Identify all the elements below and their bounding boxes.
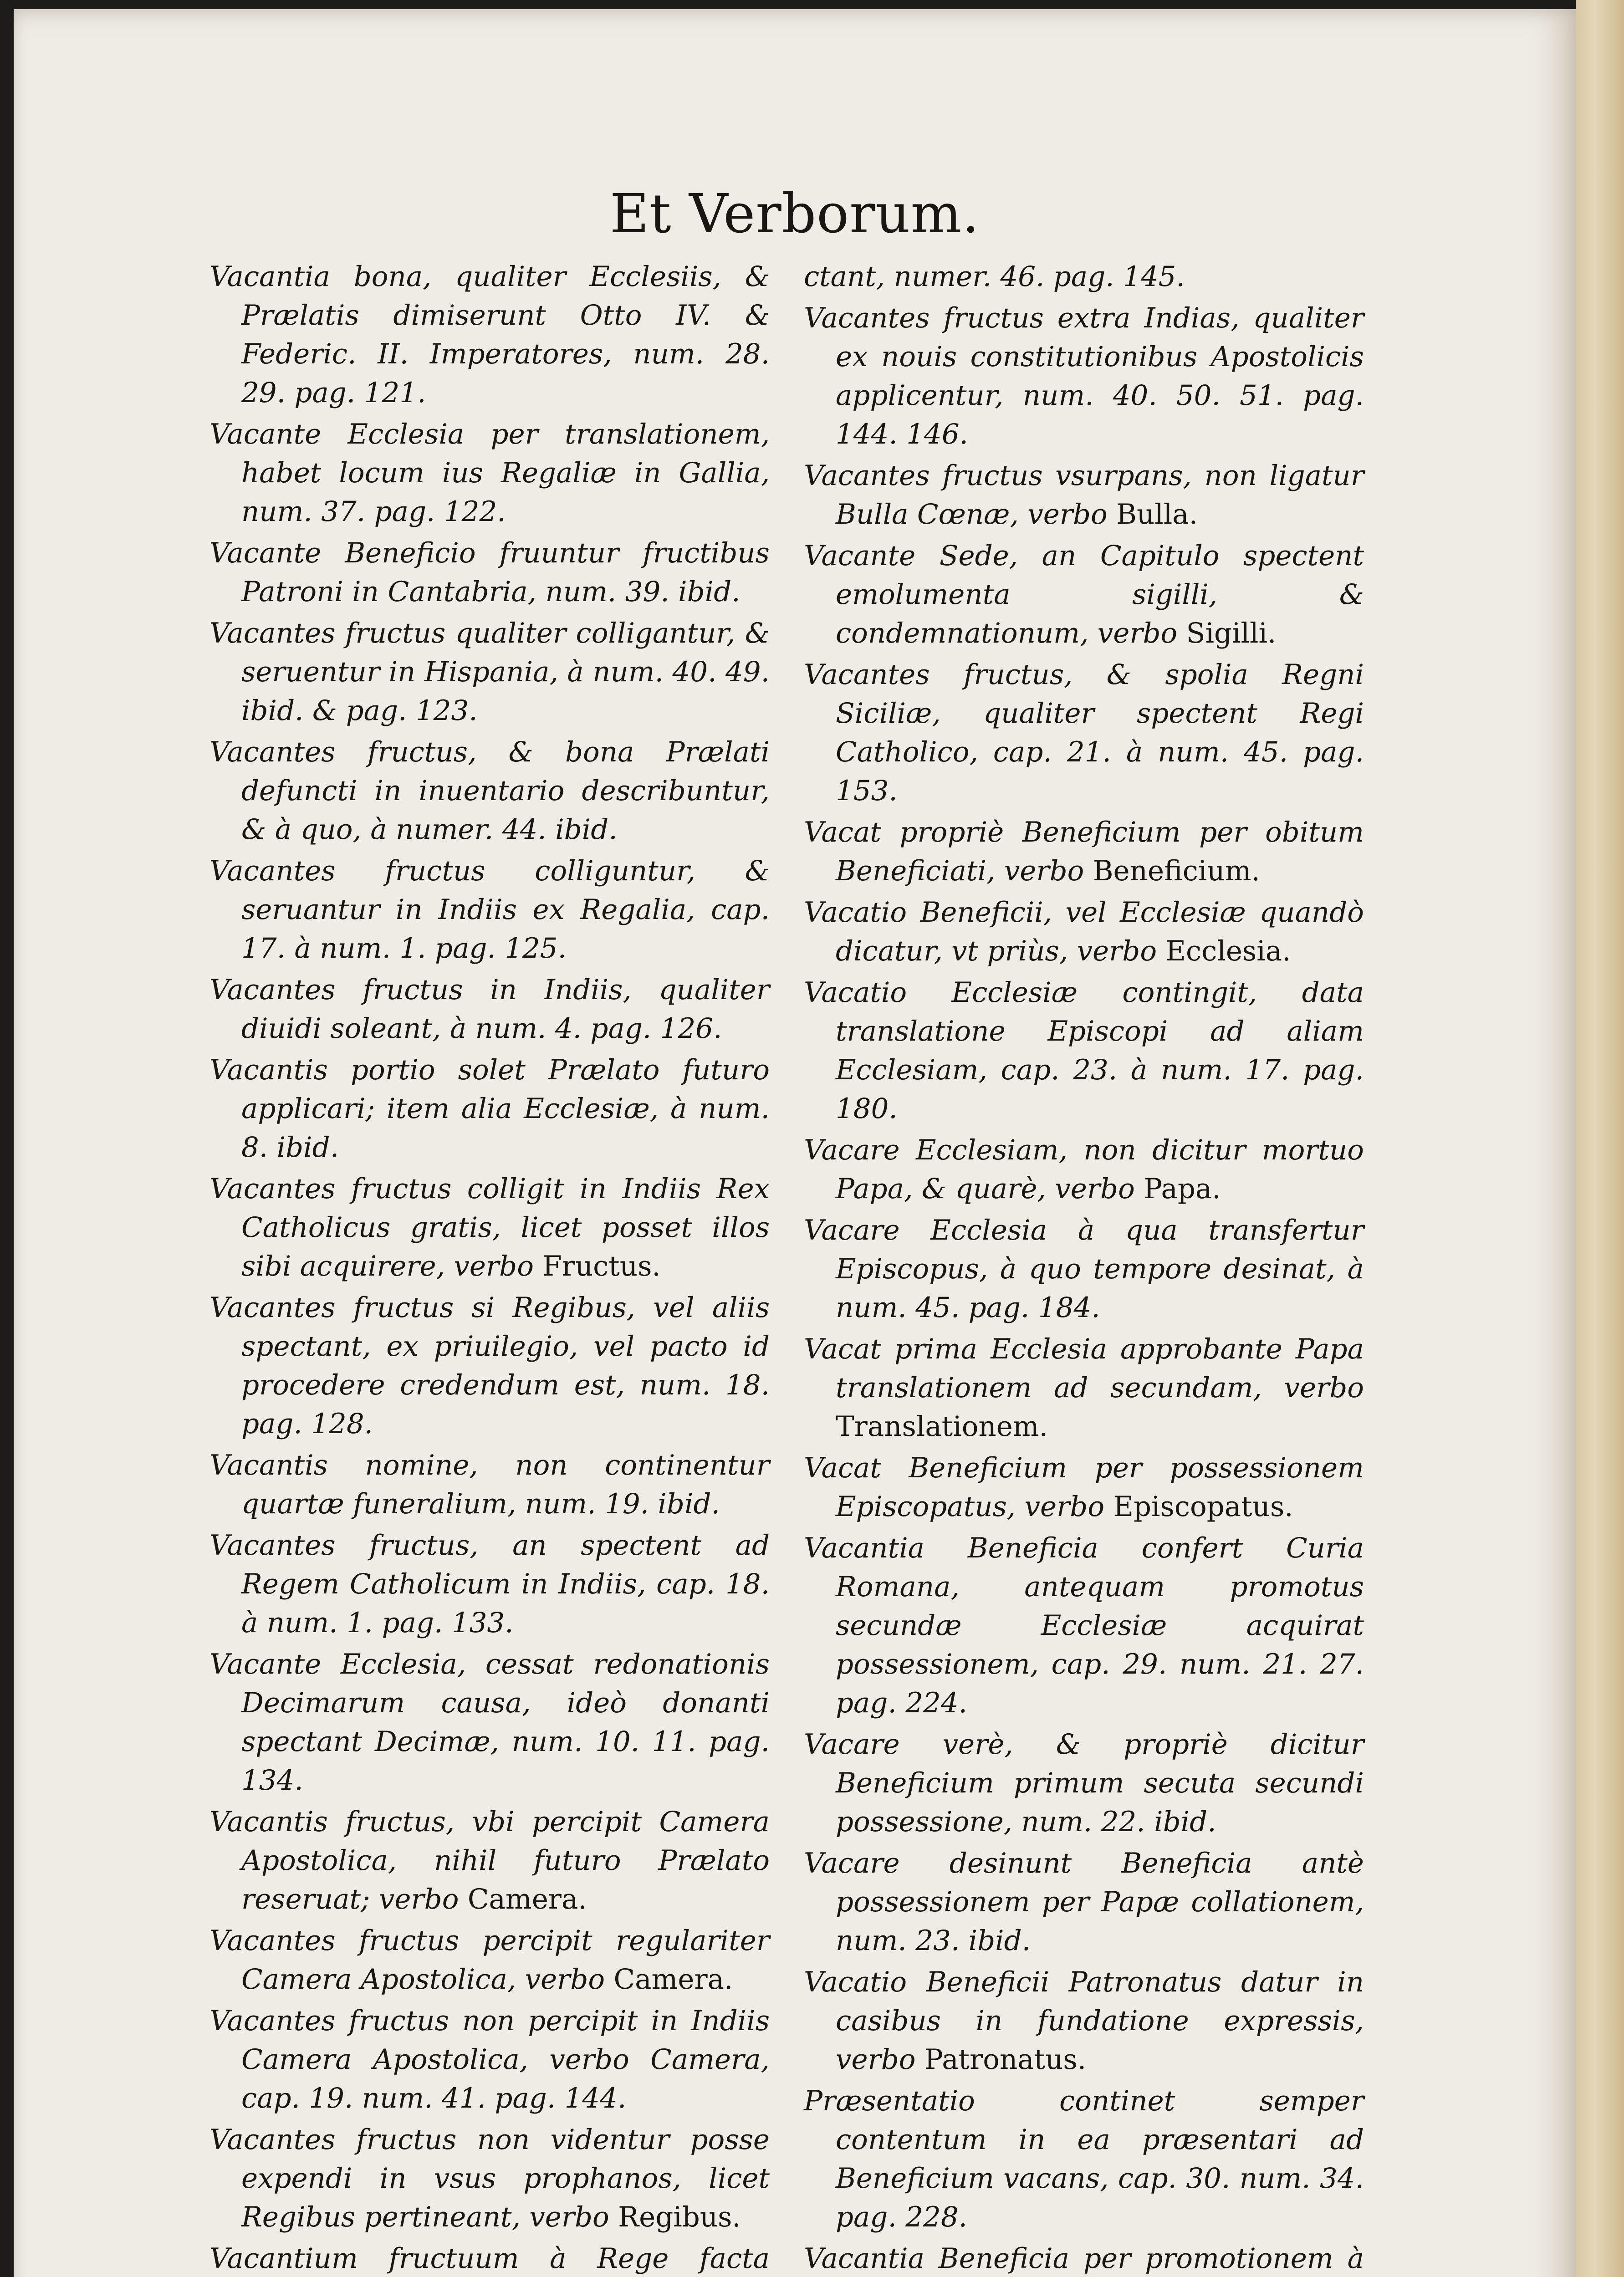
entry-text: Vacat Beneficium per possessionem Episcopatus, verbo <box>804 1452 1364 1523</box>
index-entry <box>209 415 770 531</box>
entry-text: Vacantes fructus, & bona Prælati defuncti in inuentario describuntur, & à quo, à numer. 44. ibid. <box>209 736 770 846</box>
cross-reference: Regibus. <box>618 2201 741 2233</box>
cross-reference: Fructus. <box>542 1250 661 1282</box>
cross-reference: Patronatus. <box>924 2043 1087 2076</box>
index-entry <box>209 970 770 1048</box>
index-entry <box>209 1288 770 1443</box>
book-page <box>14 9 1576 2277</box>
left-column <box>209 257 770 2277</box>
entry-text: Vacat prima Ecclesia approbante Papa translationem ad secundam, verbo <box>804 1333 1364 1404</box>
entry-text: Vacante Ecclesia, cessat redonationis Decimarum causa, ideò donanti spectant Decimæ, num. 10. 11. pag. 134. <box>209 1648 770 1797</box>
cross-reference: Bulla. <box>1116 498 1198 531</box>
index-entry <box>209 1645 770 1800</box>
page-edge <box>1576 0 1624 2277</box>
index-entry <box>209 1051 770 1167</box>
entry-text: Vacare Ecclesiam, non dicitur mortuo Papa, & quarè, verbo <box>804 1134 1364 1205</box>
entry-text: Vacare verè, & propriè dicitur Beneficium primum secuta secundi possessione, num. 22. ibid. <box>804 1728 1364 1838</box>
entry-text: Vacantes fructus qualiter colligantur, & seruentur in Hispania, à num. 40. 49. ibid. & pag. 123. <box>209 617 770 727</box>
cross-reference: Episcopatus. <box>1113 1491 1293 1523</box>
index-entry <box>804 1844 1364 1960</box>
index-entry <box>804 456 1364 534</box>
entry-text: Vacantes fructus vsurpans, non ligatur Bulla Cœnæ, verbo <box>804 459 1364 531</box>
cross-reference: Camera. <box>613 1963 733 1996</box>
index-entry <box>804 973 1364 1128</box>
index-entry <box>804 813 1364 890</box>
index-entry <box>804 893 1364 970</box>
index-entry <box>804 2082 1364 2236</box>
entry-text: Vacantes fructus colligit in Indiis Rex Catholicus gratis, licet posset illos sibi acquirere, verbo <box>209 1173 770 1282</box>
entry-text: ctant, numer. 46. pag. 145. <box>804 260 1185 293</box>
entry-text: Vacantis nomine, non continentur quartæ funeralium, num. 19. ibid. <box>209 1449 770 1520</box>
index-entry <box>804 1211 1364 1327</box>
index-entry <box>209 733 770 849</box>
cross-reference: Beneficium. <box>1093 855 1260 887</box>
page-header: Et Verborum. <box>609 182 980 245</box>
index-entry <box>209 1169 770 1286</box>
index-entry <box>804 2239 1364 2277</box>
entry-text: Vacante Sede, an Capitulo spectent emolumenta sigilli, & condemnationum, verbo <box>804 540 1364 649</box>
index-entry <box>804 257 1364 296</box>
index-entry <box>804 299 1364 454</box>
cross-reference: Papa. <box>1144 1173 1221 1205</box>
index-entry <box>209 852 770 968</box>
index-entry <box>209 2001 770 2118</box>
entry-text: Vacantis portio solet Prælato futuro applicari; item alia Ecclesiæ, à num. 8. ibid. <box>209 1054 770 1164</box>
entry-text: Vacantes fructus percipit regulariter Camera Apostolica, verbo <box>209 1925 770 1996</box>
index-entry <box>209 614 770 730</box>
index-entry <box>804 1963 1364 2079</box>
index-entry <box>804 655 1364 810</box>
entry-text: Vacare desinunt Beneficia antè possessionem per Papæ collationem, num. 23. ibid. <box>804 1847 1364 1957</box>
index-entry <box>804 1449 1364 1526</box>
index-entry <box>209 534 770 611</box>
entry-text: Vacantes fructus non percipit in Indiis Camera Apostolica, verbo Camera, cap. 19. num. 41. pag. 144. <box>209 2005 770 2114</box>
entry-text: Vacare Ecclesia à qua transfertur Episcopus, à quo tempore desinat, à num. 45. pag. 184. <box>804 1214 1364 1324</box>
index-entry <box>209 1802 770 1919</box>
entry-text: Vacante Ecclesia per translationem, habet locum ius Regaliæ in Gallia, num. 37. pag. 122. <box>209 418 770 528</box>
entry-text: Vacantes fructus si Regibus, vel aliis spectant, ex priuilegio, vel pacto id procedere credendum est, num. 18. pag. 128. <box>209 1292 770 1440</box>
index-entry <box>209 2239 770 2277</box>
entry-text: Vacantia bona, qualiter Ecclesiis, & Prælatis dimiserunt Otto IV. & Federic. II. Imperatores, num. 28. 29. pag. 121. <box>209 260 770 409</box>
entry-text: Vacantes fructus, an spectent ad Regem Catholicum in Indiis, cap. 18. à num. 1. pag. 133. <box>209 1529 770 1639</box>
cross-reference: Sigilli. <box>1186 617 1277 649</box>
index-entry <box>804 1131 1364 1208</box>
entry-text: Vacantes fructus extra Indias, qualiter ex nouis constitutionibus Apostolicis applicentur, num. 40. 50. 51. pag. 144. 146. <box>804 302 1364 450</box>
index-entry <box>804 1529 1364 1722</box>
entry-text: Vacantium fructuum à Rege facta <box>209 2242 770 2275</box>
entry-text: Vacatio Ecclesiæ contingit, data translatione Episcopi ad aliam Ecclesiam, cap. 23. à num. 17. pag. 180. <box>804 976 1364 1125</box>
entry-text: Vacantes fructus in Indiis, qualiter diuidi soleant, à num. 4. pag. 126. <box>209 974 770 1045</box>
cross-reference: Ecclesia. <box>1165 935 1291 967</box>
entry-text: Præsentatio continet semper contentum in ea præsentari ad Beneficium vacans, cap. 30. num. 34. pag. 228. <box>804 2085 1364 2233</box>
right-column <box>804 257 1364 2277</box>
index-entry <box>804 1725 1364 1841</box>
index-entry <box>209 1921 770 1999</box>
entry-text: Vacantia Beneficia per promotionem à <box>804 2242 1364 2275</box>
entry-text: Vacantia Beneficia confert Curia Romana, antequam promotus secundæ Ecclesiæ acquirat possessionem, cap. 29. num. 21. 27. pag. 224. <box>804 1532 1364 1719</box>
index-entry <box>209 1526 770 1642</box>
entry-text: Vacatio Beneficii Patronatus datur in casibus in fundatione expressis, verbo <box>804 1966 1364 2076</box>
cross-reference: Translationem. <box>836 1410 1048 1443</box>
entry-text: Vacatio Beneficii, vel Ecclesiæ quandò dicatur, vt priùs, verbo <box>804 896 1364 967</box>
entry-text: Vacantes fructus non videntur posse expendi in vsus prophanos, licet Regibus pertineant, verbo <box>209 2124 770 2233</box>
entry-text: Vacat propriè Beneficium per obitum Beneficiati, verbo <box>804 816 1364 887</box>
index-entry <box>804 1330 1364 1446</box>
entry-text: Vacantis fructus, vbi percipit Camera Apostolica, nihil futuro Prælato reseruat; verbo <box>209 1806 770 1915</box>
entry-text: Vacante Beneficio fruuntur fructibus Patroni in Cantabria, num. 39. ibid. <box>209 537 770 608</box>
index-entry <box>209 257 770 412</box>
index-entry <box>209 1446 770 1523</box>
index-entry <box>804 536 1364 653</box>
cross-reference: Camera. <box>467 1883 587 1915</box>
entry-text: Vacantes fructus, & spolia Regni Siciliæ, qualiter spectent Regi Catholico, cap. 21. à num. 45. pag. 153. <box>804 659 1364 807</box>
index-entry <box>209 2120 770 2236</box>
entry-text: Vacantes fructus colliguntur, & seruantur in Indiis ex Regalia, cap. 17. à num. 1. pag. 125. <box>209 855 770 965</box>
